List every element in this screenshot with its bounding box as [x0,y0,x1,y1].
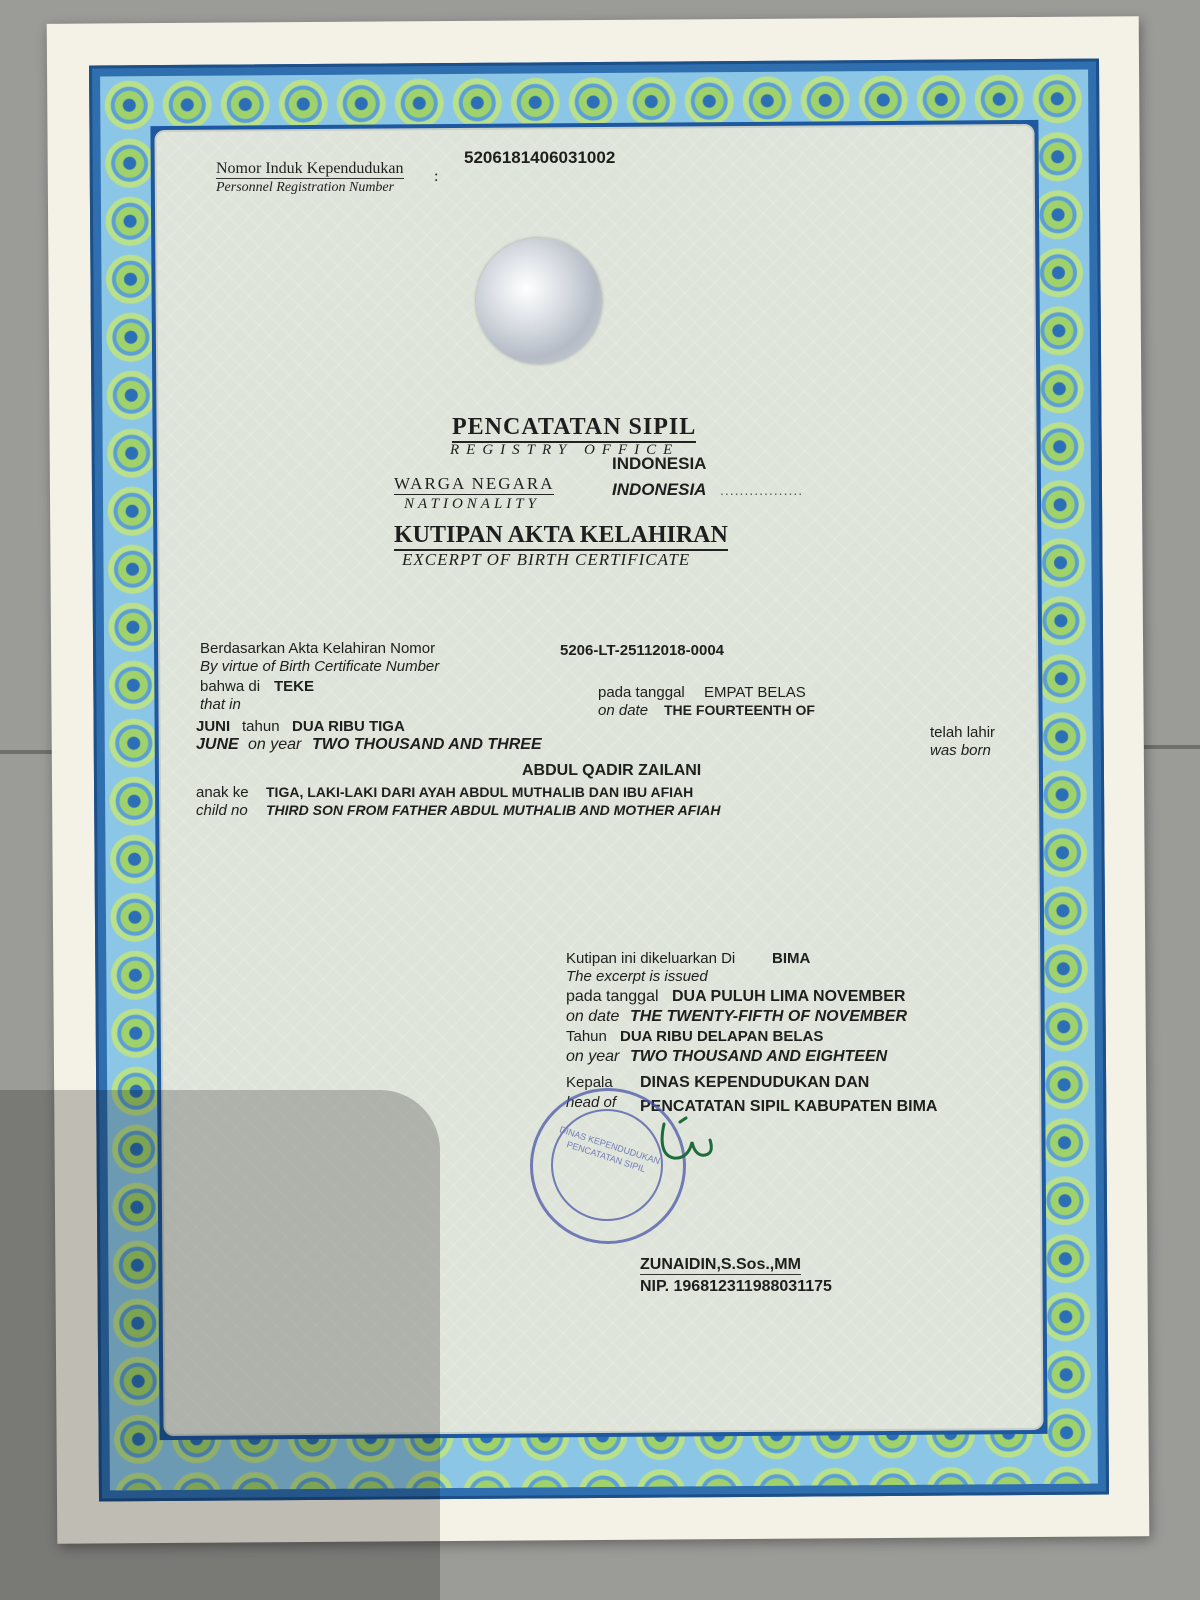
issued-label-en: The excerpt is issued [566,968,708,985]
birth-month-en: JUNE [196,736,239,753]
child-order-label-en: child no [196,802,248,819]
born-label-id: telah lahir [930,724,996,741]
child-order-value-id: TIGA, LAKI-LAKI DARI AYAH ABDUL MUTHALIB DAN IBU AFIAH [266,784,694,800]
birth-year-value-en: TWO THOUSAND AND THREE [312,736,542,753]
head-office-line2: PENCATATAN SIPIL KABUPATEN BIMA [640,1098,938,1115]
floor-tile-line [0,750,52,754]
nik-value: 5206181406031002 [464,148,616,167]
head-label-id: Kepala [566,1074,613,1091]
place-label-en: that in [200,696,241,713]
registry-office-id: PENCATATAN SIPIL [452,414,696,443]
document-title-id: KUTIPAN AKTA KELAHIRAN [394,522,728,551]
birth-year-label-en: on year [248,736,302,753]
issue-date-label-id: pada tanggal [566,988,659,1005]
nik-label-en: Personnel Registration Number [216,180,395,195]
issue-year-label-id: Tahun [566,1028,607,1045]
head-label-en: head of [566,1094,617,1111]
cert-number-label-id: Berdasarkan Akta Kelahiran Nomor [200,640,436,657]
head-office-line1: DINAS KEPENDUDUKAN DAN [640,1074,870,1091]
birth-date-label-id: pada tanggal [598,684,685,701]
floor-tile-line [1144,745,1200,749]
nik-label-id: Nomor Induk Kependudukan [216,160,404,177]
child-order-value-en: THIRD SON FROM FATHER ABDUL MUTHALIB AND MOTHER AFIAH [266,802,721,818]
official-nip: NIP. 196812311988031175 [640,1278,832,1295]
official-name: ZUNAIDIN,S.Sos.,MM [640,1256,801,1273]
signature [650,1112,720,1172]
birth-date-value-id: EMPAT BELAS [704,684,806,701]
nationality-label-id: WARGA NEGARA [394,474,555,493]
issue-date-value-en: THE TWENTY-FIFTH OF NOVEMBER [630,1008,908,1025]
birth-place-value: TEKE [274,678,315,695]
child-order-label-id: anak ke [196,784,249,801]
nationality-value-en: INDONESIA [612,480,707,499]
birth-month-id: JUNI [196,718,231,735]
child-name: ABDUL QADIR ZAILANI [522,762,702,779]
document-title-en: EXCERPT OF BIRTH CERTIFICATE [402,550,691,569]
birth-date-value-en: THE FOURTEENTH OF [664,702,815,718]
place-label-id: bahwa di [200,678,261,695]
issue-year-value-id: DUA RIBU DELAPAN BELAS [620,1028,824,1045]
issue-year-value-en: TWO THOUSAND AND EIGHTEEN [630,1048,888,1065]
issue-date-label-en: on date [566,1008,620,1025]
cert-number-label-en: By virtue of Birth Certificate Number [200,658,440,675]
nationality-value-id: INDONESIA [612,454,707,473]
dotted-fill: ................. [720,482,804,498]
issued-label-id: Kutipan ini dikeluarkan Di [566,950,736,967]
nationality-label-en: NATIONALITY [404,496,540,512]
registry-office-en: REGISTRY OFFICE [450,442,680,458]
born-label-en: was born [930,742,991,759]
nik-colon: : [434,168,439,185]
cert-number-value: 5206-LT-25112018-0004 [560,642,725,659]
birth-year-value-id: DUA RIBU TIGA [292,718,405,735]
birth-year-label-id: tahun [242,718,280,735]
hologram-seal [476,238,602,364]
stamp-text: DINAS KEPENDUDUKAN PENCATATAN SIPIL [558,1124,662,1175]
birth-date-label-en: on date [598,702,649,719]
issue-year-label-en: on year [566,1048,620,1065]
issued-place-value: BIMA [772,950,811,967]
issue-date-value-id: DUA PULUH LIMA NOVEMBER [672,988,906,1005]
